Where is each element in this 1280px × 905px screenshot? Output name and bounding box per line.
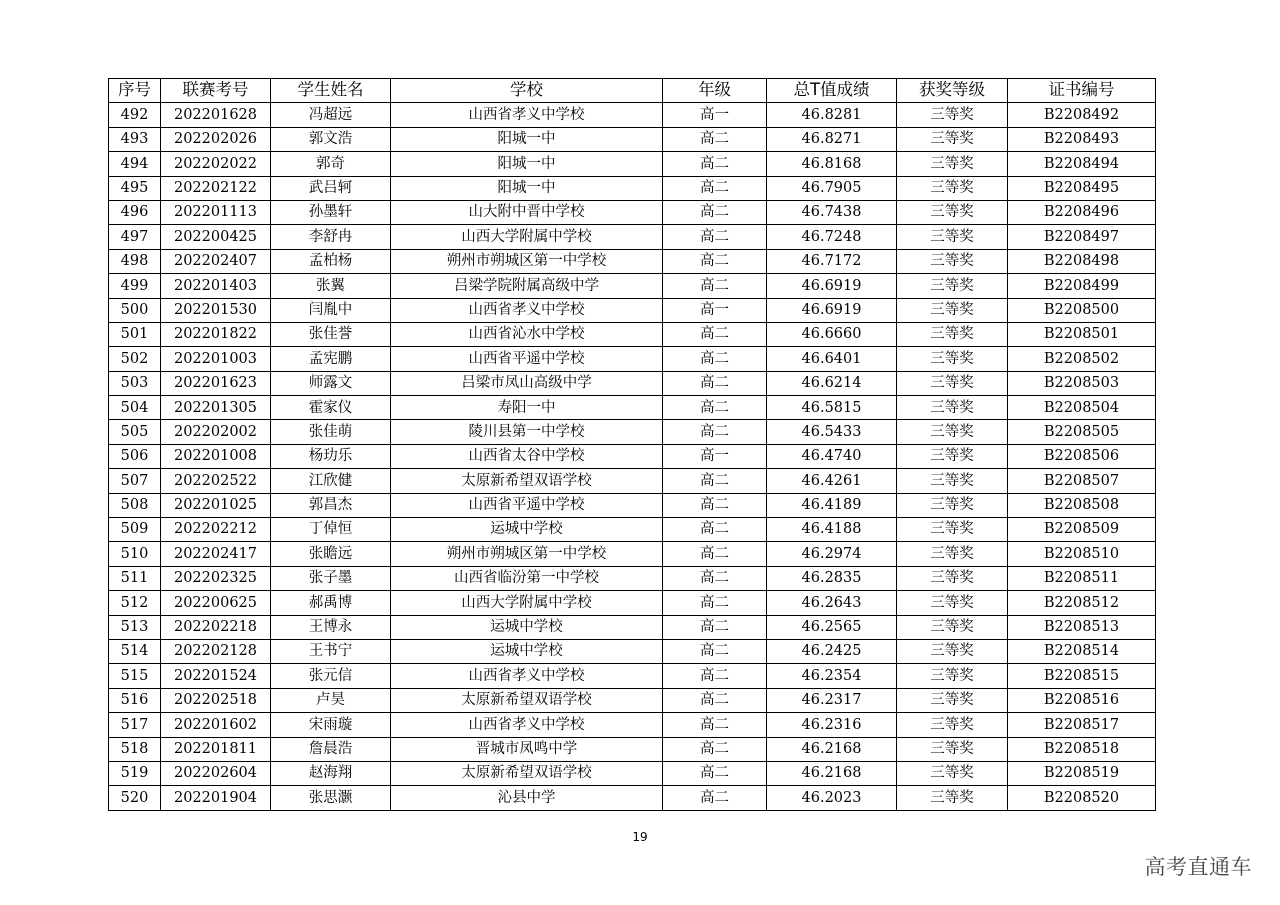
table-row [109, 200, 1156, 224]
cell-exam-id: 202202122 [161, 176, 271, 200]
cell-school: 吕梁学院附属高级中学 [391, 274, 663, 298]
cell-student-name: 卢昊 [271, 688, 391, 712]
cell-school: 运城中学校 [391, 615, 663, 639]
cell-school: 陵川县第一中学校 [391, 420, 663, 444]
cell-index: 498 [109, 249, 161, 273]
cell-total-score: 46.7172 [767, 249, 897, 273]
results-table [108, 78, 1156, 811]
cell-total-score: 46.2835 [767, 566, 897, 590]
cell-grade: 高二 [663, 200, 767, 224]
table-row [109, 542, 1156, 566]
cell-exam-id: 202202218 [161, 615, 271, 639]
header-award-level: 获奖等级 [897, 79, 1008, 103]
cell-index: 495 [109, 176, 161, 200]
cell-total-score: 46.2168 [767, 761, 897, 785]
cell-student-name: 霍家仪 [271, 396, 391, 420]
cell-index: 503 [109, 371, 161, 395]
cell-grade: 高一 [663, 103, 767, 127]
cell-school: 山大附中晋中学校 [391, 200, 663, 224]
cell-certificate-id: B2208498 [1008, 249, 1156, 273]
cell-exam-id: 202202522 [161, 469, 271, 493]
cell-total-score: 46.7905 [767, 176, 897, 200]
cell-exam-id: 202201822 [161, 322, 271, 346]
cell-award-level: 三等奖 [897, 249, 1008, 273]
cell-grade: 高二 [663, 249, 767, 273]
table-row [109, 152, 1156, 176]
table-row [109, 639, 1156, 663]
cell-index: 511 [109, 566, 161, 590]
cell-award-level: 三等奖 [897, 542, 1008, 566]
cell-certificate-id: B2208494 [1008, 152, 1156, 176]
cell-total-score: 46.8168 [767, 152, 897, 176]
cell-grade: 高二 [663, 786, 767, 810]
cell-index: 492 [109, 103, 161, 127]
cell-award-level: 三等奖 [897, 786, 1008, 810]
table-row [109, 274, 1156, 298]
cell-certificate-id: B2208512 [1008, 591, 1156, 615]
cell-student-name: 张瞻远 [271, 542, 391, 566]
cell-student-name: 闫胤中 [271, 298, 391, 322]
cell-school: 晋城市凤鸣中学 [391, 737, 663, 761]
table-header-row [109, 79, 1156, 103]
cell-certificate-id: B2208519 [1008, 761, 1156, 785]
cell-index: 514 [109, 639, 161, 663]
cell-grade: 高二 [663, 737, 767, 761]
cell-school: 运城中学校 [391, 639, 663, 663]
cell-index: 513 [109, 615, 161, 639]
cell-student-name: 李舒冉 [271, 225, 391, 249]
cell-award-level: 三等奖 [897, 103, 1008, 127]
cell-index: 493 [109, 127, 161, 151]
cell-grade: 高二 [663, 127, 767, 151]
cell-school: 运城中学校 [391, 518, 663, 542]
cell-certificate-id: B2208493 [1008, 127, 1156, 151]
cell-grade: 高二 [663, 176, 767, 200]
cell-certificate-id: B2208497 [1008, 225, 1156, 249]
cell-index: 509 [109, 518, 161, 542]
cell-school: 阳城一中 [391, 152, 663, 176]
cell-student-name: 郭昌杰 [271, 493, 391, 517]
cell-school: 山西省临汾第一中学校 [391, 566, 663, 590]
cell-exam-id: 202202212 [161, 518, 271, 542]
cell-school: 山西大学附属中学校 [391, 591, 663, 615]
table-row [109, 737, 1156, 761]
cell-total-score: 46.7438 [767, 200, 897, 224]
cell-exam-id: 202201003 [161, 347, 271, 371]
cell-grade: 高二 [663, 152, 767, 176]
cell-school: 吕梁市凤山高级中学 [391, 371, 663, 395]
cell-school: 山西省沁水中学校 [391, 322, 663, 346]
cell-certificate-id: B2208511 [1008, 566, 1156, 590]
cell-grade: 高二 [663, 274, 767, 298]
cell-exam-id: 202202325 [161, 566, 271, 590]
cell-student-name: 张佳萌 [271, 420, 391, 444]
cell-index: 501 [109, 322, 161, 346]
cell-total-score: 46.2317 [767, 688, 897, 712]
cell-index: 512 [109, 591, 161, 615]
cell-exam-id: 202201811 [161, 737, 271, 761]
cell-student-name: 郭奇 [271, 152, 391, 176]
header-student-name: 学生姓名 [271, 79, 391, 103]
cell-certificate-id: B2208514 [1008, 639, 1156, 663]
table-row [109, 518, 1156, 542]
cell-award-level: 三等奖 [897, 127, 1008, 151]
cell-exam-id: 202202604 [161, 761, 271, 785]
cell-index: 507 [109, 469, 161, 493]
cell-total-score: 46.2643 [767, 591, 897, 615]
table-row [109, 664, 1156, 688]
cell-award-level: 三等奖 [897, 591, 1008, 615]
cell-grade: 高二 [663, 347, 767, 371]
table-row [109, 347, 1156, 371]
cell-total-score: 46.6919 [767, 274, 897, 298]
cell-index: 508 [109, 493, 161, 517]
cell-index: 496 [109, 200, 161, 224]
cell-student-name: 张佳誉 [271, 322, 391, 346]
cell-certificate-id: B2208499 [1008, 274, 1156, 298]
cell-index: 519 [109, 761, 161, 785]
cell-grade: 高二 [663, 322, 767, 346]
table-row [109, 322, 1156, 346]
cell-total-score: 46.6214 [767, 371, 897, 395]
cell-award-level: 三等奖 [897, 200, 1008, 224]
header-exam-id: 联赛考号 [161, 79, 271, 103]
cell-grade: 高二 [663, 713, 767, 737]
table-row [109, 615, 1156, 639]
cell-index: 504 [109, 396, 161, 420]
cell-certificate-id: B2208517 [1008, 713, 1156, 737]
cell-index: 510 [109, 542, 161, 566]
cell-student-name: 张子墨 [271, 566, 391, 590]
cell-exam-id: 202200425 [161, 225, 271, 249]
cell-index: 497 [109, 225, 161, 249]
cell-exam-id: 202201008 [161, 444, 271, 468]
cell-exam-id: 202201602 [161, 713, 271, 737]
cell-exam-id: 202201025 [161, 493, 271, 517]
cell-exam-id: 202201403 [161, 274, 271, 298]
cell-certificate-id: B2208492 [1008, 103, 1156, 127]
cell-grade: 高二 [663, 420, 767, 444]
cell-school: 阳城一中 [391, 127, 663, 151]
cell-student-name: 郭文浩 [271, 127, 391, 151]
cell-student-name: 王博永 [271, 615, 391, 639]
cell-exam-id: 202200625 [161, 591, 271, 615]
cell-award-level: 三等奖 [897, 274, 1008, 298]
cell-award-level: 三等奖 [897, 493, 1008, 517]
cell-grade: 高一 [663, 444, 767, 468]
cell-school: 山西省孝义中学校 [391, 664, 663, 688]
cell-certificate-id: B2208501 [1008, 322, 1156, 346]
cell-school: 沁县中学 [391, 786, 663, 810]
cell-total-score: 46.4261 [767, 469, 897, 493]
cell-index: 502 [109, 347, 161, 371]
cell-certificate-id: B2208510 [1008, 542, 1156, 566]
cell-award-level: 三等奖 [897, 396, 1008, 420]
cell-grade: 高二 [663, 371, 767, 395]
table-row [109, 786, 1156, 810]
cell-index: 516 [109, 688, 161, 712]
cell-award-level: 三等奖 [897, 566, 1008, 590]
cell-exam-id: 202202026 [161, 127, 271, 151]
cell-award-level: 三等奖 [897, 664, 1008, 688]
cell-grade: 高二 [663, 469, 767, 493]
table-row [109, 103, 1156, 127]
cell-award-level: 三等奖 [897, 176, 1008, 200]
cell-exam-id: 202202128 [161, 639, 271, 663]
cell-award-level: 三等奖 [897, 615, 1008, 639]
cell-grade: 高二 [663, 688, 767, 712]
cell-school: 朔州市朔城区第一中学校 [391, 249, 663, 273]
cell-grade: 高二 [663, 493, 767, 517]
cell-grade: 高二 [663, 542, 767, 566]
cell-award-level: 三等奖 [897, 518, 1008, 542]
cell-exam-id: 202202407 [161, 249, 271, 273]
cell-grade: 高二 [663, 518, 767, 542]
cell-index: 518 [109, 737, 161, 761]
table-row [109, 420, 1156, 444]
cell-student-name: 杨玏乐 [271, 444, 391, 468]
cell-exam-id: 202201524 [161, 664, 271, 688]
cell-grade: 高二 [663, 761, 767, 785]
table-row [109, 761, 1156, 785]
cell-total-score: 46.6919 [767, 298, 897, 322]
cell-certificate-id: B2208500 [1008, 298, 1156, 322]
cell-exam-id: 202201623 [161, 371, 271, 395]
cell-total-score: 46.4188 [767, 518, 897, 542]
table-row [109, 493, 1156, 517]
header-school: 学校 [391, 79, 663, 103]
cell-certificate-id: B2208509 [1008, 518, 1156, 542]
cell-grade: 高二 [663, 664, 767, 688]
cell-award-level: 三等奖 [897, 225, 1008, 249]
cell-exam-id: 202202002 [161, 420, 271, 444]
cell-school: 山西省孝义中学校 [391, 713, 663, 737]
cell-student-name: 冯超远 [271, 103, 391, 127]
cell-certificate-id: B2208516 [1008, 688, 1156, 712]
cell-exam-id: 202201305 [161, 396, 271, 420]
cell-student-name: 宋雨璇 [271, 713, 391, 737]
table-row [109, 298, 1156, 322]
cell-grade: 高二 [663, 566, 767, 590]
cell-student-name: 武吕轲 [271, 176, 391, 200]
cell-index: 520 [109, 786, 161, 810]
page-number: 19 [632, 830, 648, 844]
cell-total-score: 46.2316 [767, 713, 897, 737]
cell-index: 515 [109, 664, 161, 688]
cell-exam-id: 202202518 [161, 688, 271, 712]
cell-total-score: 46.8271 [767, 127, 897, 151]
cell-index: 499 [109, 274, 161, 298]
cell-certificate-id: B2208513 [1008, 615, 1156, 639]
cell-award-level: 三等奖 [897, 688, 1008, 712]
cell-student-name: 江欣健 [271, 469, 391, 493]
cell-grade: 高二 [663, 225, 767, 249]
table-body [109, 103, 1156, 810]
cell-school: 太原新希望双语学校 [391, 761, 663, 785]
cell-student-name: 詹晨浩 [271, 737, 391, 761]
cell-student-name: 师露文 [271, 371, 391, 395]
cell-total-score: 46.6660 [767, 322, 897, 346]
cell-total-score: 46.5815 [767, 396, 897, 420]
cell-award-level: 三等奖 [897, 347, 1008, 371]
cell-student-name: 孟柏杨 [271, 249, 391, 273]
cell-total-score: 46.8281 [767, 103, 897, 127]
cell-certificate-id: B2208496 [1008, 200, 1156, 224]
cell-student-name: 郝禹博 [271, 591, 391, 615]
cell-total-score: 46.2023 [767, 786, 897, 810]
cell-index: 500 [109, 298, 161, 322]
table-row [109, 713, 1156, 737]
table-row [109, 396, 1156, 420]
cell-exam-id: 202202022 [161, 152, 271, 176]
cell-index: 517 [109, 713, 161, 737]
cell-grade: 高二 [663, 615, 767, 639]
cell-exam-id: 202201113 [161, 200, 271, 224]
cell-award-level: 三等奖 [897, 298, 1008, 322]
cell-exam-id: 202201904 [161, 786, 271, 810]
cell-award-level: 三等奖 [897, 420, 1008, 444]
cell-award-level: 三等奖 [897, 152, 1008, 176]
cell-total-score: 46.6401 [767, 347, 897, 371]
cell-school: 山西省平遥中学校 [391, 347, 663, 371]
table-row [109, 566, 1156, 590]
cell-award-level: 三等奖 [897, 322, 1008, 346]
cell-student-name: 孟宪鹏 [271, 347, 391, 371]
cell-award-level: 三等奖 [897, 737, 1008, 761]
cell-school: 寿阳一中 [391, 396, 663, 420]
header-index: 序号 [109, 79, 161, 103]
cell-total-score: 46.2565 [767, 615, 897, 639]
cell-total-score: 46.4740 [767, 444, 897, 468]
cell-certificate-id: B2208515 [1008, 664, 1156, 688]
cell-certificate-id: B2208518 [1008, 737, 1156, 761]
watermark: 高考直通车 [1144, 855, 1252, 879]
cell-exam-id: 202202417 [161, 542, 271, 566]
cell-grade: 高一 [663, 298, 767, 322]
cell-award-level: 三等奖 [897, 639, 1008, 663]
cell-school: 山西省太谷中学校 [391, 444, 663, 468]
cell-certificate-id: B2208508 [1008, 493, 1156, 517]
cell-student-name: 张翼 [271, 274, 391, 298]
cell-award-level: 三等奖 [897, 713, 1008, 737]
cell-student-name: 孙墨轩 [271, 200, 391, 224]
cell-certificate-id: B2208505 [1008, 420, 1156, 444]
cell-total-score: 46.2974 [767, 542, 897, 566]
cell-total-score: 46.5433 [767, 420, 897, 444]
cell-certificate-id: B2208507 [1008, 469, 1156, 493]
cell-school: 山西大学附属中学校 [391, 225, 663, 249]
table-row [109, 469, 1156, 493]
cell-total-score: 46.4189 [767, 493, 897, 517]
cell-certificate-id: B2208495 [1008, 176, 1156, 200]
cell-certificate-id: B2208506 [1008, 444, 1156, 468]
cell-award-level: 三等奖 [897, 761, 1008, 785]
cell-certificate-id: B2208504 [1008, 396, 1156, 420]
table-row [109, 688, 1156, 712]
table-row [109, 371, 1156, 395]
cell-index: 505 [109, 420, 161, 444]
cell-student-name: 张元信 [271, 664, 391, 688]
cell-certificate-id: B2208503 [1008, 371, 1156, 395]
cell-total-score: 46.2168 [767, 737, 897, 761]
cell-student-name: 丁倬恒 [271, 518, 391, 542]
cell-grade: 高二 [663, 639, 767, 663]
cell-total-score: 46.2425 [767, 639, 897, 663]
table-row [109, 176, 1156, 200]
header-grade: 年级 [663, 79, 767, 103]
cell-school: 阳城一中 [391, 176, 663, 200]
table-row [109, 591, 1156, 615]
cell-index: 494 [109, 152, 161, 176]
cell-school: 山西省平遥中学校 [391, 493, 663, 517]
table-row [109, 225, 1156, 249]
cell-school: 太原新希望双语学校 [391, 469, 663, 493]
cell-grade: 高二 [663, 591, 767, 615]
cell-school: 朔州市朔城区第一中学校 [391, 542, 663, 566]
cell-grade: 高二 [663, 396, 767, 420]
cell-exam-id: 202201530 [161, 298, 271, 322]
header-total-score: 总T值成绩 [767, 79, 897, 103]
cell-school: 太原新希望双语学校 [391, 688, 663, 712]
table-row [109, 127, 1156, 151]
cell-award-level: 三等奖 [897, 469, 1008, 493]
table-row [109, 444, 1156, 468]
cell-student-name: 张思灏 [271, 786, 391, 810]
cell-certificate-id: B2208502 [1008, 347, 1156, 371]
cell-award-level: 三等奖 [897, 371, 1008, 395]
table-row [109, 249, 1156, 273]
cell-exam-id: 202201628 [161, 103, 271, 127]
cell-student-name: 赵海翔 [271, 761, 391, 785]
cell-total-score: 46.7248 [767, 225, 897, 249]
cell-school: 山西省孝义中学校 [391, 103, 663, 127]
cell-index: 506 [109, 444, 161, 468]
cell-school: 山西省孝义中学校 [391, 298, 663, 322]
cell-certificate-id: B2208520 [1008, 786, 1156, 810]
header-certificate-id: 证书编号 [1008, 79, 1156, 103]
cell-total-score: 46.2354 [767, 664, 897, 688]
cell-award-level: 三等奖 [897, 444, 1008, 468]
cell-student-name: 王书宁 [271, 639, 391, 663]
